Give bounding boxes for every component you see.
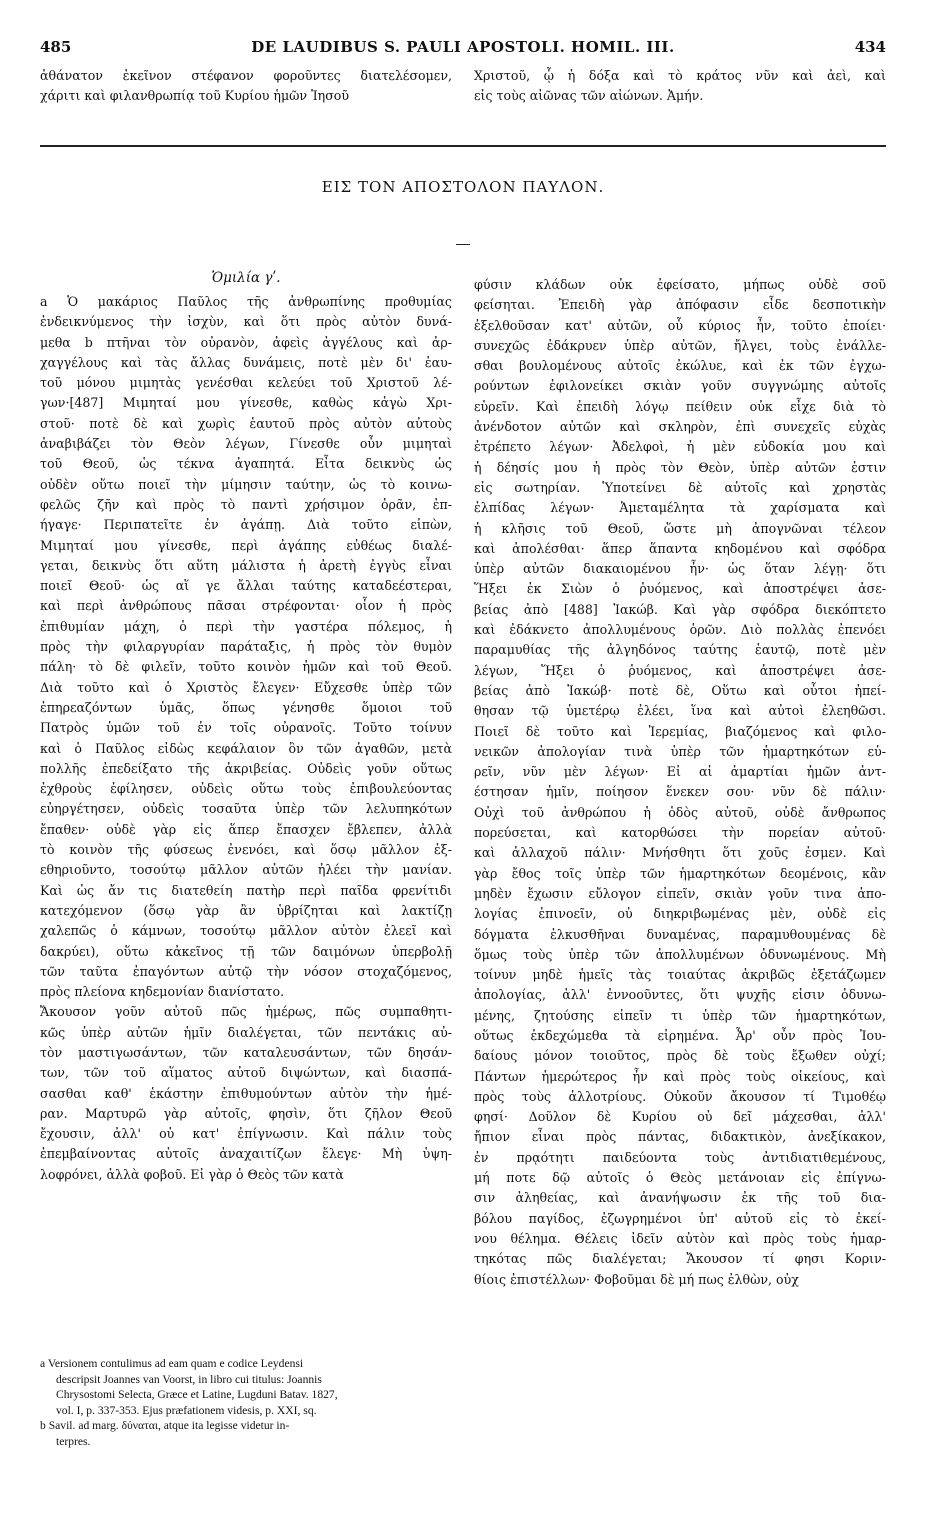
- text-line: καὶ ἐδάκνετο ἀπολλυμένους ὁρῶν. Διὸ πολλὰς ἐπενόει: [474, 622, 886, 638]
- text-line: βόλου παγίδος, ἐζωγρημένοι ὑπ' αὐτοῦ εἰς τὸ ἐκεί-: [474, 1210, 886, 1226]
- text-line: σασθαι καθ' ἑκάστην ἐπιθυμούντων αὐτὸν τὴν ἡμέ-: [40, 1085, 452, 1101]
- text-line: φησί· Δοῦλον δὲ Κυρίου οὐ δεῖ μάχεσθαι, ἀλλ': [474, 1109, 886, 1125]
- text-line: οὐδὲν οὕτω ποιεῖ τὴν μίμησιν ταύτην, ὡς τὸ κοινω-: [40, 476, 452, 492]
- text-line: τοῦ Θεοῦ, ὡς τέκνα ἀγαπητά. Εἶτα δεικνὺς ὡς: [40, 456, 452, 472]
- text-line: πρὸς τὴν φιλαργυρίαν παράταξις, ἡ πρὸς τὸν θυμὸν: [40, 639, 452, 655]
- text-line: γὰρ ἔθος τοῖς ὑπὲρ τῶν ἡμαρτηκότων δεομένοις, κἂν: [474, 865, 886, 881]
- text-line: θίοις ἐπιστέλλων· Φοβοῦμαι δὲ μή πως ἐλθὼν, οὐχ: [474, 1271, 799, 1287]
- section-title: ΕΙΣ ΤΟΝ ΑΠΟΣΤΟΛΟΝ ΠΑΥΛΟΝ.: [321, 178, 605, 196]
- text-line: τηκότας πῶς διαλέγεται; Ἄκουσον τί φησι Κοριν-: [474, 1251, 886, 1267]
- text-line: μηδὲν ἔχωσιν εὔλογον εἰπεῖν, σκιὰν γοῦν τινα ἀπο-: [474, 885, 886, 901]
- text-line: καὶ ὁ Παῦλος εἰδὼς κεφάλαιον ὂν τῶν ἀγαθῶν, μετὰ: [40, 740, 452, 756]
- right-text-column: [474, 275, 886, 1290]
- footnotes: [40, 1356, 452, 1449]
- text-line: τῶν ταῦτα ἐπαγόντων αὐτῷ τὴν νόσον στοχαζόμενος,: [40, 963, 452, 979]
- text-line: Καὶ ὡς ἄν τις διατεθείη πατὴρ περὶ παῖδα φρενίτιδι: [40, 882, 452, 898]
- text-line: ἐλπίδας λέγων· Ἀμεταμέλητα τὰ χαρίσματα καὶ: [474, 500, 886, 516]
- text-line: a Ὁ μακάριος Παῦλος τῆς ἀνθρωπίνης προθυμίας: [40, 294, 452, 309]
- running-title: DE LAUDIBUS S. PAULI APOSTOLI. HOMIL. III.: [251, 38, 675, 56]
- text-line: ἐτρέπετο λέγων· Ἀδελφοὶ, ἡ μὲν εὐδοκία μου καὶ: [474, 439, 886, 455]
- text-line: κῶς ὑπὲρ αὐτῶν ἡμῖν διαλέγεται, τῶν πεντάκις αὐ-: [40, 1024, 452, 1040]
- text-line: χαγγέλους καὶ τὰς ἄλλας δυνάμεις, ποτὲ μὲν δι' ἑαυ-: [40, 354, 452, 370]
- text-line: λογίας ἐπινοεῖν, οὐ διηκριβωμένας μὲν, οὐδὲ εἰς: [474, 906, 886, 922]
- text-line: ἐξελθοῦσαν κατ' αὐτῶν, οὗ κύριος ἦν, τοῦτο ἐποίει·: [474, 317, 886, 333]
- text-line: παραμυθίας τῆς ἀλγηδόνος ταύτης ἑαυτῷ, ποτὲ μὲν: [474, 642, 886, 658]
- text-line: δακρύει), οὕτω κἀκεῖνος τῇ τῶν δαιμόνων ὑπερβολῇ: [40, 943, 452, 959]
- footnote-line: vol. I, p. 337-353. Ejus præfationem videsis, p. XXI, sq.: [56, 1403, 317, 1417]
- text-line: ἡ κλῆσις τοῦ Θεοῦ, ὥστε μὴ ἀπογνῶναι τέλεον: [474, 520, 886, 536]
- text-line: Πατρὸς ὑμῶν τοῦ ἐν τοῖς οὐρανοῖς. Τοῦτο τοίνυν: [40, 720, 452, 736]
- footnote-line: Chrysostomi Selecta, Græce et Latine, Lugduni Batav. 1827,: [56, 1388, 338, 1401]
- text-line: των, τῶν τοῦ αἵματος αὐτοῦ διψώντων, καὶ διασπά-: [40, 1065, 452, 1081]
- text-line: πάλη· τὸ δὲ φιλεῖν, τοῦτο κοινὸν ἡμῶν καὶ τοῦ Θεοῦ.: [40, 659, 452, 675]
- left-text-column: [40, 292, 452, 1185]
- text-line: καὶ περὶ ἀνθρώπους πᾶσαι στρέφονται· οἷον ἡ πρὸς: [40, 598, 452, 614]
- text-line: καὶ ἀλλαχοῦ πάλιν· Μνήσθητι ὅτι χοῦς ἐσμεν. Καὶ: [474, 845, 886, 861]
- text-line: λοφρόνει, ἀλλὰ φοβοῦ. Εἰ γὰρ ὁ Θεὸς τῶν κατὰ: [40, 1166, 344, 1182]
- text-line: πορεύσεται, καὶ κατορθώσει τὴν πορείαν αὐτοῦ·: [474, 825, 886, 841]
- text-line: Ἥξει ἐκ Σιὼν ὁ ῥυόμενος, καὶ ἀποστρέψει ἀσε-: [474, 581, 886, 597]
- text-line: δόγματα ἑλκυσθῆναι δυναμένας, παραμυθουμένας δὲ: [474, 926, 886, 942]
- text-line: Πάντων ἡμερώτερος ἦν καὶ πρὸς τοὺς οἰκείους, καὶ: [474, 1068, 886, 1084]
- text-line: χαλεπῶς ὁ κάμνων, τοσούτῳ μᾶλλον αὐτὸν ἐλεεῖ καὶ: [40, 923, 452, 939]
- text-line: πρὸς πλείονα κηδεμονίαν διανίστατο.: [40, 984, 285, 1000]
- text-line: ἔπαθεν· οὐδὲ γὰρ εἰς ἅπερ ἔπασχεν ἔβλεπεν, ἀλλὰ: [40, 821, 452, 837]
- text-line: ἡ δέησίς μου ἡ πρὸς τὸν Θεὸν, ὑπὲρ αὐτῶν ἐστιν: [474, 459, 886, 475]
- text-line: τοῦ μόνου μιμητὰς γενέσθαι κελεύει τοῦ Χριστοῦ λέ-: [40, 375, 452, 391]
- footnote-line: a Versionem contulimus ad eam quam e codice Leydensi: [40, 1357, 304, 1370]
- text-line: Χριστοῦ, ᾧ ἡ δόξα καὶ τὸ κράτος νῦν καὶ ἀεὶ, καὶ: [474, 68, 886, 83]
- text-line: κατεχόμενον (ὅσῳ γὰρ ἂν ὑβρίζηται καὶ λακτίζῃ: [40, 902, 452, 918]
- text-line: ἀπολογίας, ἀλλ' ἐννοοῦντες, ὅτι ψυχῆς εἰσιν ὀδυνω-: [474, 987, 886, 1003]
- title-dash: [456, 244, 470, 245]
- text-line: ραν. Μαρτυρῶ γὰρ αὐτοῖς, φησὶν, ὅτι ζῆλον Θεοῦ: [40, 1105, 452, 1121]
- text-line: βείας ἀπὸ Ἰακώβ· ποτὲ δὲ, Οὕτω καὶ οὗτοι ἠπεί-: [474, 682, 886, 698]
- text-line: ὑπὲρ αὐτῶν διακαιομένου ἦν· ὡς ὅταν λέγῃ· ὅτι: [474, 561, 886, 577]
- footnote-line: terpres.: [56, 1434, 91, 1448]
- text-line: εὐηργέτησεν, οὐδεὶς τοσαῦτα ὑπὲρ τῶν λελυπηκότων: [40, 801, 452, 817]
- page-number-left: 485: [40, 38, 72, 56]
- text-line: τὸν μαστιγωσάντων, τῶν καταλευσάντων, τῶν δησάν-: [40, 1044, 452, 1060]
- text-line: ρούντων ἐφιλονείκει σκιὰν γοῦν συγγνώμης αὐτοῖς: [474, 378, 886, 394]
- text-line: ρεῖν, νῦν μὲν λέγων· Εἰ αἱ ἁμαρτίαι ἡμῶν ἀντ-: [474, 764, 886, 780]
- text-line: ἀθάνατον ἐκεῖνον στέφανον φοροῦντες διατελέσομεν,: [40, 68, 452, 83]
- text-line: φείσηται. Ἐπειδὴ γὰρ ἀπόφασιν εἶδε δεσποτικὴν: [474, 297, 886, 313]
- text-line: λέγων, Ἥξει ὁ ῥυόμενος, καὶ ἀποστρέψει ἀσε-: [474, 662, 886, 678]
- text-line: γεται, δεικνὺς ὅτι αὕτη μάλιστα ἡ ἀρετὴ ἐγγὺς εἶναι: [40, 557, 452, 573]
- text-line: ἐν πρᾳότητι παιδεύοντα τοὺς ἀντιδιατιθεμένους,: [474, 1149, 886, 1165]
- text-line: στοῦ· ποτὲ δὲ καὶ χωρὶς ἑαυτοῦ πρὸς αὐτὸν αὐτοὺς: [40, 415, 452, 431]
- running-header: [40, 38, 886, 60]
- text-line: ἐπηρεαζόντων ὑμᾶς, ὅπως γένησθε ὅμοιοι τοῦ: [40, 699, 452, 715]
- text-line: Ἄκουσον γοῦν αὐτοῦ πῶς ἡμέρως, πῶς συμπαθητι-: [40, 1004, 452, 1020]
- text-line: ἀνένδοτον αὐτῶν καὶ σκληρὸν, ἐπὶ συνεχεῖς εὐχὰς: [474, 419, 886, 435]
- text-line: ἤπιον εἶναι πρὸς πάντας, διδακτικὸν, ἀνεξίκακον,: [474, 1129, 886, 1145]
- text-line: έστησαν ἡμῖν, ποίησον ἕνεκεν σου· νῦν δὲ πάλιν·: [474, 784, 886, 800]
- text-line: ἐπιθυμίαν μάχη, ὁ περὶ τὴν γαστέρα πόλεμος, ἡ: [40, 618, 452, 634]
- text-line: φύσιν κλάδων οὐκ ἐφείσατο, μήπως οὐδὲ σοῦ: [474, 277, 886, 292]
- text-line: τὸ κοινὸν τῆς φύσεως ἐνενόει, καὶ ὅσῳ μᾶλλον ἐξ-: [40, 842, 452, 858]
- text-line: χάριτι καὶ φιλανθρωπίᾳ τοῦ Κυρίου ἡμῶν Ἰησοῦ: [40, 88, 350, 104]
- text-line: καὶ ἀπολέσθαι· ἅπερ ἅπαντα κηδομένου καὶ σφόδρα: [474, 540, 886, 556]
- text-line: οὕτως ἐκδεχώμεθα τὰ εἰρημένα. Ἆρ' οὖν πρὸς Ἰου-: [474, 1027, 886, 1043]
- text-line: εθηριοῦντο, τοσούτῳ μᾶλλον αὐτῶν ἠλέει τὴν μανίαν.: [40, 862, 452, 878]
- text-line: Διὰ τοῦτο καὶ ὁ Χριστὸς ἔλεγεν· Εὔχεσθε ὑπὲρ τῶν: [40, 679, 452, 695]
- footnote-line: descripsit Joannes van Voorst, in libro cui titulus: Joannis: [56, 1372, 322, 1386]
- text-line: πρὸς τοὺς ἀλλοτρίους. Οὐκοῦν ἄκουσον τί Τιμοθέῳ: [474, 1088, 886, 1104]
- section-divider: [40, 145, 886, 147]
- text-line: ήγαγε· Περιπατεῖτε ἐν ἀγάπῃ. Διὰ τοῦτο εἰπὼν,: [40, 517, 452, 533]
- text-line: νεικῶν ἀπολογίαν τινὰ ὑπὲρ τῶν ἡμαρτηκότων εὑ-: [474, 743, 886, 759]
- text-line: γων·[487] Μιμηταί μου γίνεσθε, καθὼς κἀγὼ Χρι-: [40, 395, 452, 411]
- text-line: νου θέλημα. Θέλεις ἰδεῖν αὐτὸν καὶ πρὸς τοὺς ἡμαρ-: [474, 1230, 886, 1246]
- text-line: Ποιεῖ δὲ τοῦτο καὶ Ἱερεμίας, βιαζόμενος καὶ φιλο-: [474, 723, 886, 739]
- text-line: συνεχῶς ἐδάκρυεν ὑπὲρ αὐτῶν, ἤλγει, τοὺς ἐνάλλε-: [474, 337, 886, 353]
- text-line: θησαν τῷ ὑμετέρῳ ἐλέει, ἵνα καὶ αὐτοὶ ἐλεηθῶσι.: [474, 703, 886, 719]
- text-line: σθαι βουλομένους αὐτοῖς ἐκώλυε, καὶ ἐκ τῶν ἐγχω-: [474, 358, 886, 374]
- text-line: βείας ἀπὸ [488] Ἰακώβ. Καὶ γὰρ σφόδρα διεκόπτετο: [474, 601, 886, 617]
- footnote-line: b Savil. ad marg. δύναται, atque ita legisse videtur in-: [40, 1419, 290, 1432]
- text-line: Οὐχὶ τοῦ ἀνθρώπου ἡ ὁδὸς αὐτοῦ, οὐδὲ ἄνθρωπος: [474, 804, 886, 820]
- text-line: ἔχουσιν, ἀλλ' οὐ κατ' ἐπίγνωσιν. Καὶ πάλιν τοὺς: [40, 1126, 452, 1142]
- text-line: ἐπεμβαίνοντας αὐτοῖς ἀναχαιτίζων ἔλεγε· Μὴ ὑψη-: [40, 1146, 452, 1162]
- text-line: ὅμως τοὺς ὑπὲρ τῶν ἀπολλυμένων ὀδυνωμένους. Μὴ: [474, 946, 886, 962]
- text-line: δαίους μόνον τοιοῦτος, πρὸς δὲ τοὺς ἔξωθεν οὐχί;: [474, 1048, 886, 1064]
- text-line: μή ποτε δῷ αὐτοῖς ὁ Θεὸς μετάνοιαν εἰς ἐπίγνω-: [474, 1170, 886, 1186]
- text-line: ἐχθροὺς ἐφίλησεν, οὐδεὶς οὕτω τοὺς ἐπιβουλεύοντας: [40, 781, 452, 797]
- previous-homily-ending-right: [474, 66, 886, 107]
- text-line: τοίνυν μηδὲ ἡμεῖς τὰς τοιαύτας ἀκριβῶς ἐξετάζωμεν: [474, 967, 886, 983]
- text-line: φελῶς ζῆν καὶ πρὸς τὸ παντὶ χρήσιμον ὁρᾶν, ἐπ-: [40, 496, 452, 512]
- text-line: Μιμηταί μου γίνεσθε, περὶ ἀγάπης εὐθέως διαλέ-: [40, 537, 452, 553]
- text-line: ἀναβιβάζει τὸν Θεὸν λέγων, Γίνεσθε οὖν μιμηταὶ: [40, 436, 452, 452]
- text-line: μένης, ζητούσης εἰπεῖν τι ὑπὲρ τῶν ἡμαρτηκότων,: [474, 1007, 886, 1023]
- text-line: ποιεῖ Θεοῦ· ὡς αἵ γε ἄλλαι ταύτης καταδεέστεραι,: [40, 578, 452, 594]
- text-line: σιν ἀληθείας, καὶ ἀνανήψωσιν ἐκ τῆς τοῦ δια-: [474, 1190, 886, 1206]
- text-line: εἰς τοὺς αἰῶνας τῶν αἰώνων. Ἀμήν.: [474, 88, 704, 104]
- text-line: πολλῆς ἐπεδείξατο τῆς ἀκριβείας. Οὐδεὶς γοῦν οὕτως: [40, 760, 452, 776]
- text-line: μεθα b πτῆναι τὸν οὐρανὸν, ἀφεὶς ἀγγέλους καὶ ἀρ-: [40, 334, 452, 350]
- previous-homily-ending-left: [40, 66, 452, 107]
- homily-label: Ὁμιλία γʹ.: [211, 270, 281, 286]
- text-line: ἐνδεικνύμενος τὴν ἰσχὺν, καὶ ὅτι πρὸς αὐτὸν δυνά-: [40, 314, 452, 330]
- text-line: εἰς σωτηρίαν. Ὑποτείνει δὲ αὐτοῖς καὶ χρηστὰς: [474, 479, 886, 495]
- text-line: εὑρεῖν. Καὶ ἐπειδὴ λόγῳ πείθειν οὐκ εἶχε διὰ τὸ: [474, 398, 886, 414]
- page-number-right: 434: [854, 38, 886, 56]
